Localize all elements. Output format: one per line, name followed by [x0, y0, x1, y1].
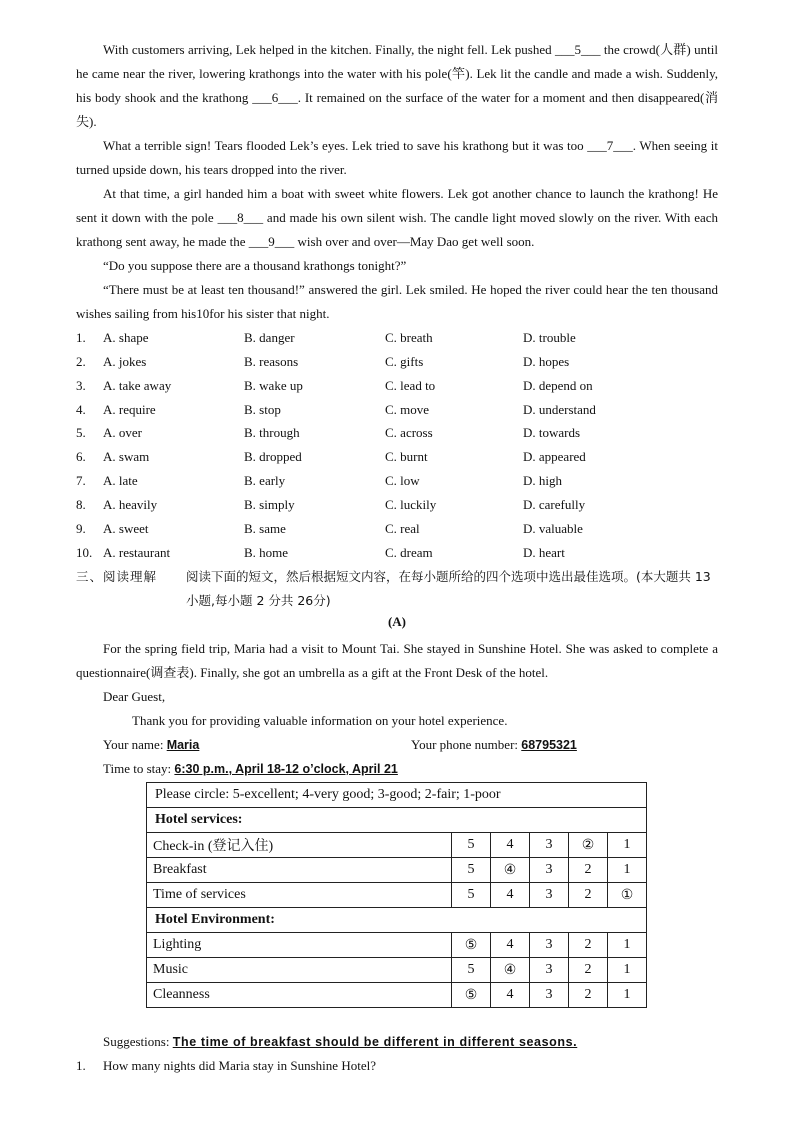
rating-3: 3: [530, 958, 569, 983]
question-number: 3.: [76, 378, 86, 393]
option-row: [76, 469, 718, 493]
option-b: B. stop: [244, 402, 281, 417]
option-c: C. dream: [385, 545, 433, 560]
letter-thanks: Thank you for providing valuable information on your hotel experience.: [132, 713, 508, 728]
option-c: C. real: [385, 521, 420, 536]
option-row: [76, 374, 718, 398]
option-row: [76, 445, 718, 469]
rating-4: 4: [491, 833, 530, 858]
name-field: [103, 733, 225, 757]
time-field: [103, 757, 398, 781]
letter-greeting: Dear Guest,: [103, 689, 166, 704]
option-d: D. valuable: [523, 521, 583, 536]
rating-5: 5: [452, 833, 491, 858]
phone-field: [411, 733, 577, 757]
row-label: Breakfast: [147, 858, 452, 883]
rating-3: 3: [530, 933, 569, 958]
option-b: B. danger: [244, 330, 295, 345]
table-row: [147, 933, 647, 958]
option-row: [76, 350, 718, 374]
rating-2: 2: [569, 858, 608, 883]
option-d: D. carefully: [523, 497, 586, 512]
row-label: Lighting: [147, 933, 452, 958]
rating-3: 3: [530, 883, 569, 908]
option-d: D. understand: [523, 402, 596, 417]
environment-heading: Hotel Environment:: [147, 908, 647, 933]
row-label: Check-in (登记入住): [147, 833, 452, 858]
option-c: C. breath: [385, 330, 433, 345]
option-a: A. late: [103, 473, 138, 488]
rating-4: ④: [491, 958, 530, 983]
option-d: D. heart: [523, 545, 565, 560]
passage-paragraph-4: “Do you suppose there are a thousand krathongs tonight?”: [103, 258, 407, 273]
option-a: A. swam: [103, 449, 150, 464]
question-text: How many nights did Maria stay in Sunshine Hotel?: [103, 1058, 376, 1073]
part-title: (A): [387, 614, 407, 629]
table-row: [147, 858, 647, 883]
time-value: 6:30 p.m., April 18-12 o’clock, April 21: [174, 762, 398, 776]
rating-5: ⑤: [452, 983, 491, 1008]
question-number: 5.: [76, 425, 86, 440]
option-b: B. simply: [244, 497, 295, 512]
rating-4: 4: [491, 933, 530, 958]
table-row: [147, 908, 647, 933]
suggestions-field: [103, 1030, 577, 1054]
row-label: Music: [147, 958, 452, 983]
option-c: C. luckily: [385, 497, 437, 512]
option-row: [76, 326, 718, 350]
table-row: [147, 808, 647, 833]
question-number: 4.: [76, 402, 86, 417]
option-a: A. jokes: [103, 354, 147, 369]
option-row: [76, 541, 718, 565]
reading-intro: For the spring field trip, Maria had a visit to Mount Tai. She stayed in Sunshine Hotel. She was asked to complete a questionnaire(调查表). Finally, she got an umbrella as a gift at the Front Desk of the hotel.: [76, 641, 718, 680]
rating-3: 3: [530, 833, 569, 858]
option-d: D. depend on: [523, 378, 593, 393]
option-b: B. early: [244, 473, 286, 488]
option-c: C. across: [385, 425, 433, 440]
rating-3: 3: [530, 858, 569, 883]
rating-2: 2: [569, 933, 608, 958]
question-1: [76, 1054, 376, 1078]
option-c: C. gifts: [385, 354, 424, 369]
suggestions-value: The time of breakfast should be different in different seasons.: [172, 1035, 578, 1049]
phone-label: Your phone number:: [411, 737, 519, 752]
rating-1: 1: [608, 933, 647, 958]
option-row: [76, 493, 718, 517]
option-d: D. high: [523, 473, 562, 488]
rating-5: 5: [452, 883, 491, 908]
table-row: [147, 833, 647, 858]
option-a: A. shape: [103, 330, 149, 345]
rating-2: 2: [569, 958, 608, 983]
option-a: A. take away: [103, 378, 172, 393]
section-label: 三、阅读理解: [76, 569, 158, 584]
option-d: D. towards: [523, 425, 581, 440]
passage-paragraph-3: At that time, a girl handed him a boat with sweet white flowers. Lek got another chance to launch the krathong! He sent it down with the pole ___8___ and made his own silent wish. The candle light moved slowly on the river. With each krathong sent away, he made the ___9___ wish over and over—May Dao get well soon.: [76, 186, 718, 249]
option-b: B. reasons: [244, 354, 299, 369]
rating-4: 4: [491, 983, 530, 1008]
rating-1: ①: [608, 883, 647, 908]
rating-legend: Please circle: 5-excellent; 4-very good; 3-good; 2-fair; 1-poor: [147, 783, 647, 808]
row-label: Time of services: [147, 883, 452, 908]
question-number: 1.: [76, 330, 86, 345]
question-number: 10.: [76, 545, 93, 560]
rating-1: 1: [608, 983, 647, 1008]
services-heading: Hotel services:: [147, 808, 647, 833]
option-a: A. heavily: [103, 497, 158, 512]
question-number: 7.: [76, 473, 86, 488]
question-number: 8.: [76, 497, 86, 512]
rating-3: 3: [530, 983, 569, 1008]
option-row: [76, 398, 718, 422]
phone-value: 68795321: [521, 738, 577, 752]
option-d: D. hopes: [523, 354, 570, 369]
section-instruction: 阅读下面的短文，然后根据短文内容，在每小题所给的四个选项中选出最佳选项。(本大题共 13 小题,每小题 2 分共 26分): [186, 569, 711, 608]
rating-5: ⑤: [452, 933, 491, 958]
table-row: [147, 783, 647, 808]
rating-4: ④: [491, 858, 530, 883]
rating-5: 5: [452, 858, 491, 883]
passage-paragraph-1: With customers arriving, Lek helped in the kitchen. Finally, the night fell. Lek pushed ___5___ the crowd(人群) until he came near the river, lowering krathongs into the water with his pole(竿). Lek lit the candle and made a wish. Suddenly, his body shook and the krathong ___6___. It remained on the surface of the water for a moment and then disappeared(消失).: [76, 42, 718, 129]
question-number: 6.: [76, 449, 86, 464]
option-b: B. home: [244, 545, 289, 560]
option-b: B. dropped: [244, 449, 302, 464]
option-b: B. wake up: [244, 378, 303, 393]
question-number: 1.: [76, 1058, 86, 1073]
option-c: C. burnt: [385, 449, 428, 464]
option-row: [76, 517, 718, 541]
passage-paragraph-2: What a terrible sign! Tears flooded Lek’s eyes. Lek tried to save his krathong but it was too ___7___. When seeing it turned upside down, his tears dropped into the river.: [76, 138, 718, 177]
rating-2: ②: [569, 833, 608, 858]
name-label: Your name:: [103, 737, 164, 752]
suggestions-label: Suggestions:: [103, 1034, 170, 1049]
time-label: Time to stay:: [103, 761, 172, 776]
table-row: [147, 883, 647, 908]
option-b: B. same: [244, 521, 286, 536]
rating-1: 1: [608, 858, 647, 883]
question-number: 9.: [76, 521, 86, 536]
rating-2: 2: [569, 883, 608, 908]
option-row: [76, 421, 718, 445]
rating-5: 5: [452, 958, 491, 983]
hotel-questionnaire: [146, 782, 647, 1008]
rating-4: 4: [491, 883, 530, 908]
rating-1: 1: [608, 958, 647, 983]
rating-1: 1: [608, 833, 647, 858]
table-row: [147, 983, 647, 1008]
option-d: D. trouble: [523, 330, 576, 345]
name-value: Maria: [166, 738, 200, 752]
rating-2: 2: [569, 983, 608, 1008]
option-c: C. move: [385, 402, 430, 417]
table-row: [147, 958, 647, 983]
option-a: A. over: [103, 425, 142, 440]
option-a: A. sweet: [103, 521, 149, 536]
option-d: D. appeared: [523, 449, 586, 464]
option-c: C. low: [385, 473, 420, 488]
option-c: C. lead to: [385, 378, 436, 393]
option-a: A. restaurant: [103, 545, 171, 560]
question-number: 2.: [76, 354, 86, 369]
option-b: B. through: [244, 425, 300, 440]
option-a: A. require: [103, 402, 156, 417]
passage-paragraph-5: “There must be at least ten thousand!” answered the girl. Lek smiled. He hoped the river could hear the ten thousand wishes sailing from his10for his sister that night.: [76, 282, 718, 321]
row-label: Cleanness: [147, 983, 452, 1008]
